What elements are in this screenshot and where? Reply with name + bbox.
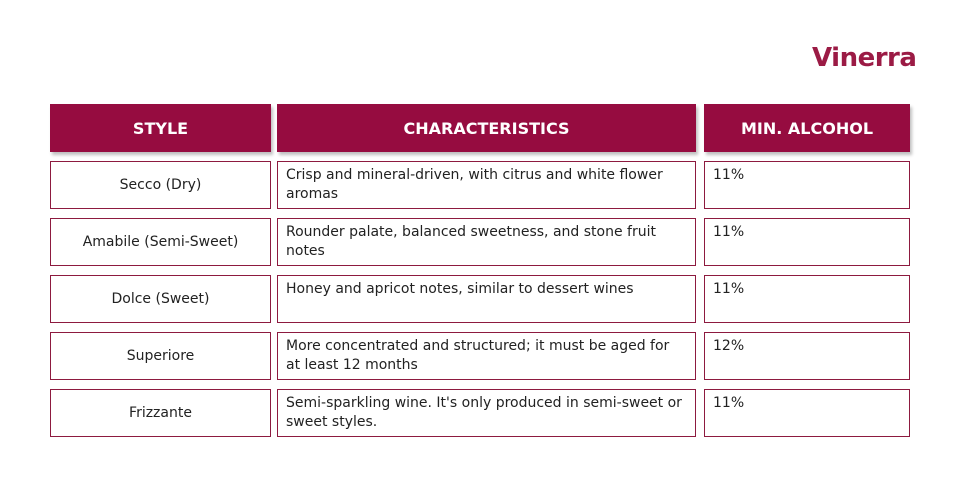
characteristics-cell: Honey and apricot notes, similar to dessert wines bbox=[277, 275, 696, 323]
min-alcohol-cell: 11% bbox=[704, 218, 910, 266]
header-style: STYLE bbox=[50, 104, 271, 152]
wine-styles-table bbox=[50, 104, 910, 446]
brand-logo: Vinerra bbox=[812, 43, 917, 73]
style-cell: Superiore bbox=[50, 332, 271, 380]
table-row bbox=[50, 332, 910, 380]
style-cell: Amabile (Semi-Sweet) bbox=[50, 218, 271, 266]
table-header-row bbox=[50, 104, 910, 152]
characteristics-cell: Semi-sparkling wine. It's only produced in semi-sweet or sweet styles. bbox=[277, 389, 696, 437]
characteristics-cell: Rounder palate, balanced sweetness, and stone fruit notes bbox=[277, 218, 696, 266]
min-alcohol-cell: 11% bbox=[704, 275, 910, 323]
table-row bbox=[50, 161, 910, 209]
characteristics-cell: More concentrated and structured; it must be aged for at least 12 months bbox=[277, 332, 696, 380]
style-cell: Frizzante bbox=[50, 389, 271, 437]
min-alcohol-cell: 11% bbox=[704, 389, 910, 437]
header-characteristics: CHARACTERISTICS bbox=[277, 104, 696, 152]
min-alcohol-cell: 11% bbox=[704, 161, 910, 209]
table-row bbox=[50, 389, 910, 437]
style-cell: Dolce (Sweet) bbox=[50, 275, 271, 323]
style-cell: Secco (Dry) bbox=[50, 161, 271, 209]
characteristics-cell: Crisp and mineral-driven, with citrus and white flower aromas bbox=[277, 161, 696, 209]
header-min-alcohol: MIN. ALCOHOL bbox=[704, 104, 910, 152]
min-alcohol-cell: 12% bbox=[704, 332, 910, 380]
table-row bbox=[50, 218, 910, 266]
table-row bbox=[50, 275, 910, 323]
